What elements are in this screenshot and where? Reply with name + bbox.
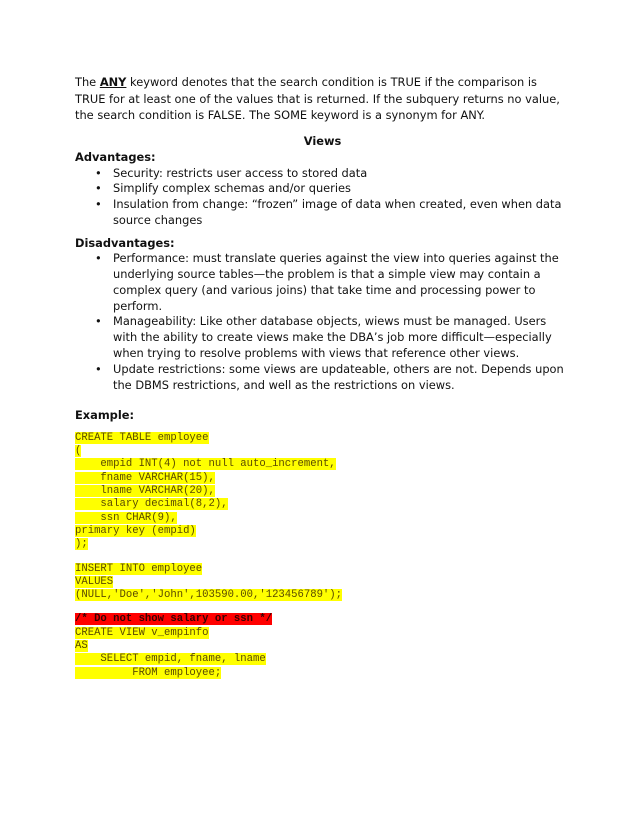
code-line: [75, 485, 570, 498]
code-text: );: [75, 538, 88, 551]
code-block: [75, 432, 570, 680]
advantage-text: Security: restricts user access to stored data: [113, 165, 368, 180]
code-line: [75, 472, 570, 485]
intro-paragraph: [75, 74, 570, 124]
code-line: [75, 512, 570, 525]
code-text: CREATE TABLE employee: [75, 431, 209, 444]
code-line: [75, 458, 570, 471]
code-text: lname VARCHAR(20),: [75, 485, 215, 498]
views-title: Views: [303, 133, 342, 148]
disadvantages-list: [75, 251, 570, 393]
code-text: AS: [75, 640, 88, 653]
code-line: [75, 667, 570, 680]
advantage-text: Simplify complex schemas and/or queries: [113, 181, 351, 196]
code-line: [75, 525, 570, 538]
code-line: [75, 640, 570, 653]
code-line: [75, 498, 570, 511]
advantages-list: [75, 166, 570, 229]
code-text: CREATE VIEW v_empinfo: [75, 626, 209, 639]
code-text: SELECT empid, fname, lname: [75, 653, 266, 666]
code-text: salary decimal(8,2),: [75, 498, 228, 511]
disadvantage-text: Manageability: Like other database objects, wiews must be managed. Users with the ability to create views make the DBA’s job more difficult—especially when trying to resolve problems with views that reference other views.: [113, 314, 552, 360]
example-heading: Example:: [75, 408, 135, 423]
code-line: [75, 613, 570, 626]
code-text: (NULL,'Doe','John',103590.00,'123456789');: [75, 589, 343, 602]
code-line: [75, 627, 570, 640]
any-keyword: ANY: [99, 75, 127, 89]
advantage-text: Insulation from change: “frozen” image of data when created, even when data source changes: [113, 197, 562, 227]
list-item: [95, 181, 570, 197]
list-item: [95, 197, 570, 229]
intro-text-post: keyword denotes that the search condition is TRUE if the comparison is TRUE for at least one of the values that is returned. If the subquery returns no value, the search condition is FALSE. The SOME keyword is a synonym for ANY.: [75, 75, 560, 122]
advantages-heading: Advantages:: [75, 150, 156, 164]
bullet-glyph: •: [95, 165, 102, 180]
code-line: [75, 589, 570, 602]
bullet-glyph: •: [95, 197, 102, 212]
code-line: [75, 432, 570, 445]
list-item: [95, 251, 570, 314]
code-line: [75, 538, 570, 551]
code-text: (: [75, 445, 82, 458]
bullet-glyph: •: [95, 314, 102, 329]
code-blank-line: [75, 552, 570, 563]
code-text: VALUES: [75, 575, 114, 588]
disadvantage-text: Update restrictions: some views are updateable, others are not. Depends upon the DBMS restrictions, and well as the restrictions on views.: [113, 361, 564, 392]
code-text: INSERT INTO employee: [75, 562, 203, 575]
code-text: empid INT(4) not null auto_increment,: [75, 458, 336, 471]
bullet-glyph: •: [95, 361, 102, 376]
list-item: [95, 362, 570, 394]
code-text: primary key (empid): [75, 524, 196, 537]
list-item: [95, 314, 570, 361]
disadvantage-text: Performance: must translate queries against the view into queries against the underlying source tables—the problem is that a simple view may contain a complex query (and various joins) that take time and processing power to perform.: [113, 251, 559, 313]
code-text: fname VARCHAR(15),: [75, 471, 215, 484]
code-text: ssn CHAR(9),: [75, 511, 177, 524]
code-blank-line: [75, 602, 570, 613]
disadvantages-heading: Disadvantages:: [75, 235, 175, 250]
bullet-glyph: •: [95, 251, 102, 266]
code-line: [75, 445, 570, 458]
code-line: [75, 576, 570, 589]
code-line: [75, 653, 570, 666]
code-line: [75, 563, 570, 576]
code-comment: /* Do not show salary or ssn */: [75, 613, 273, 626]
bullet-glyph: •: [95, 181, 102, 196]
intro-text-pre: The: [75, 75, 100, 89]
code-text: FROM employee;: [75, 666, 222, 679]
list-item: [95, 166, 570, 182]
